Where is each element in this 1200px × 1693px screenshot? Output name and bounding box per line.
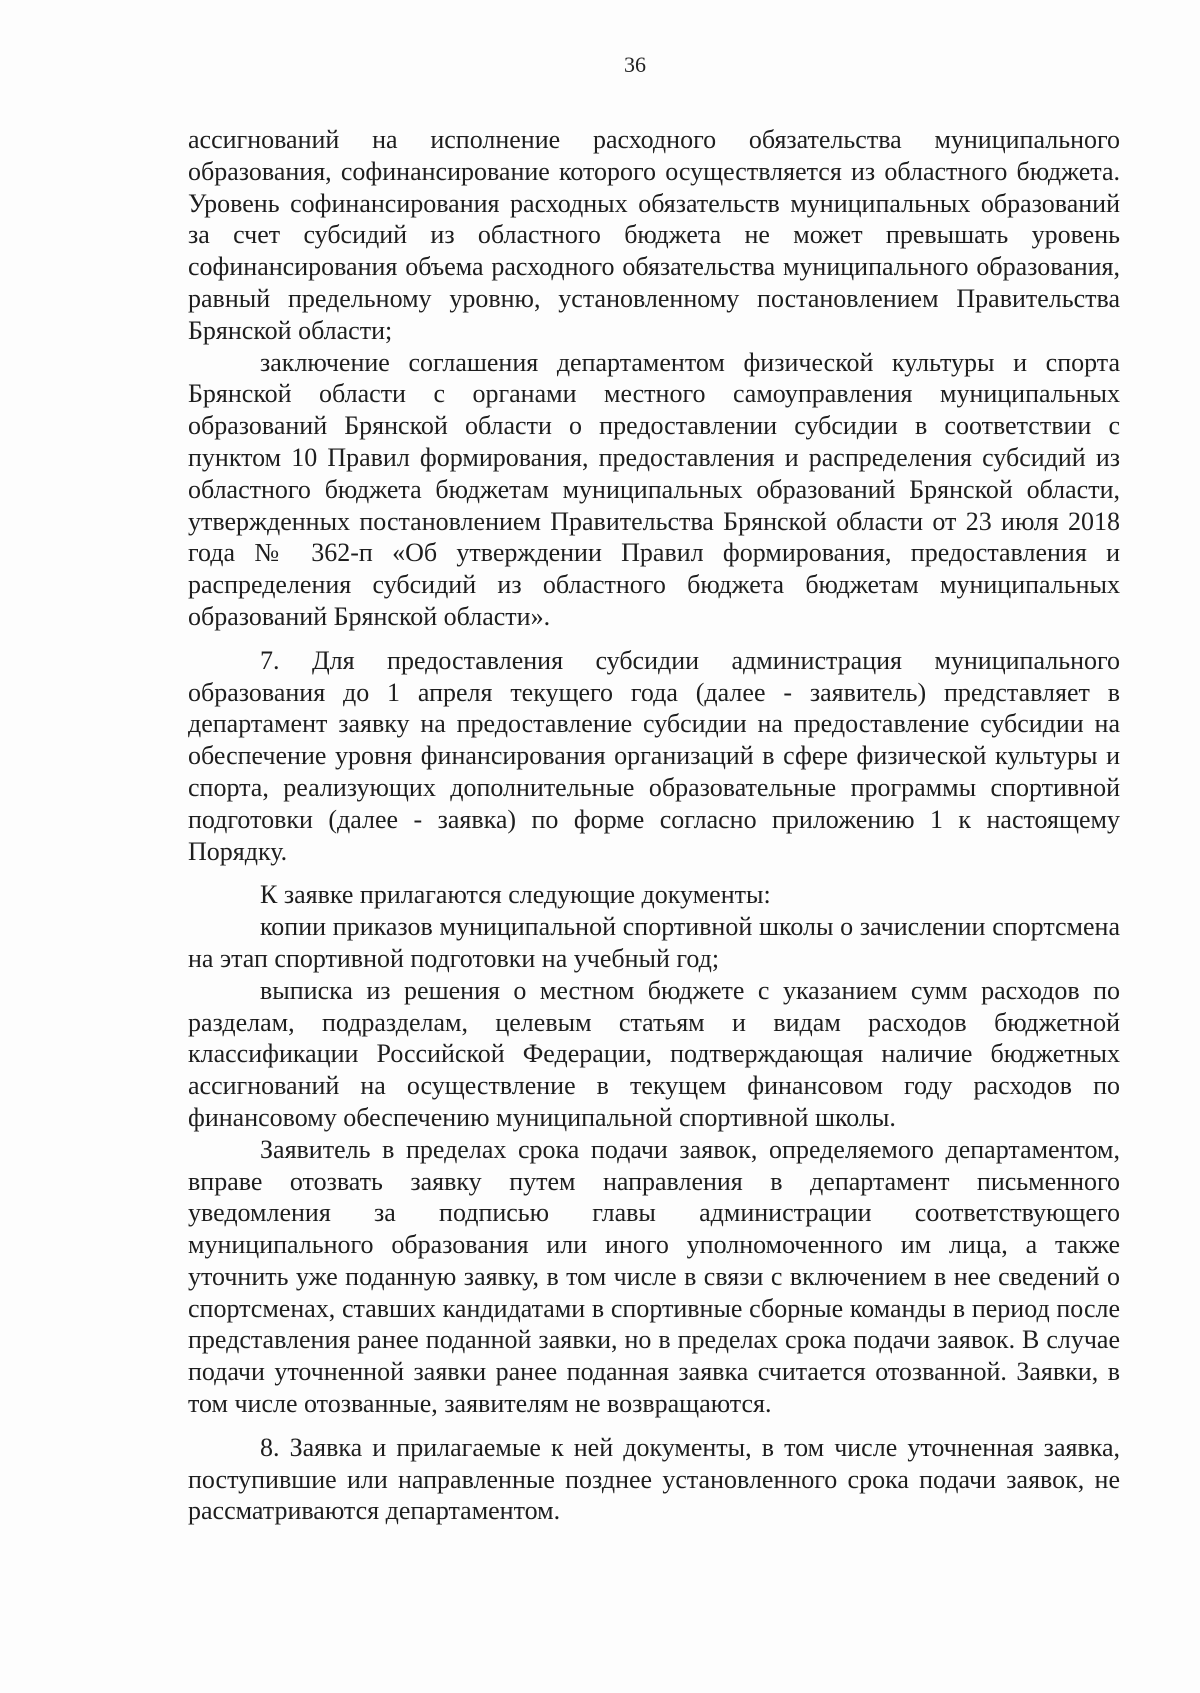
paragraph-continuation: ассигнований на исполнение расходного обязательства муниципального образования, софинансирование которого осуществляется из областного бюджета. Уровень софинансирования расходных обязательств муниципальных образований за счет субсидий из областного бюджета не может превышать уровень софинансирования объема расходного обязательства муниципального образования, равный предельному уровню, установленному постановлением Правительства Брянской области; (188, 125, 1120, 345)
paragraph-item-8: 8. Заявка и прилагаемые к ней документы, в том числе уточненная заявка, поступившие или направленные позднее установленного срока подачи заявок, не рассматриваются департаментом. (188, 1432, 1120, 1526)
paragraph-documents-intro: К заявке прилагаются следующие документы: (260, 880, 771, 910)
paragraph-item-7: 7. Для предоставления субсидии администрация муниципального образования до 1 апреля текущего года (далее - заявитель) представляет в департамент заявку на предоставление субсидии на предоставление субсидии на обеспечение уровня финансирования организаций в сфере физической культуры и спорта, реализующих дополнительные образовательные программы спортивной подготовки (далее - заявка) по форме согласно приложению 1 к настоящему Порядку. (188, 645, 1120, 866)
document-body (188, 124, 1120, 1527)
paragraph-budget-extract: выписка из решения о местном бюджете с указанием сумм расходов по разделам, подразделам, целевым статьям и видам расходов бюджетной классификации Российской Федерации, подтверждающая наличие бюджетных ассигнований на осуществление в текущем финансовом году расходов по финансовому обеспечению муниципальной спортивной школы. (188, 975, 1120, 1132)
page-number: 36 (624, 52, 646, 77)
paragraph-orders-copies: копии приказов муниципальной спортивной школы о зачислении спортсмена на этап спортивной подготовки на учебный год; (188, 912, 1120, 973)
paragraph-applicant-withdrawal: Заявитель в пределах срока подачи заявок, определяемого департаментом, вправе отозвать заявку путем направления в департамент письменного уведомления за подписью главы администрации соответствующего муниципального образования или иного уполномоченного им лица, а также уточнить уже поданную заявку, в том числе в связи с включением в нее сведений о спортсменах, ставших кандидатами в спортивные сборные команды в период после представления ранее поданной заявки, но в пределах срока подачи заявок. В случае подачи уточненной заявки ранее поданная заявка считается отозванной. Заявки, в том числе отозванные, заявителям не возвращаются. (188, 1134, 1120, 1419)
paragraph-agreement: заключение соглашения департаментом физической культуры и спорта Брянской области с органами местного самоуправления муниципальных образований Брянской области о предоставлении субсидии в соответствии с пунктом 10 Правил формирования, предоставления и распределения субсидий из областного бюджета бюджетам муниципальных образований Брянской области, утвержденных постановлением Правительства Брянской области от 23 июля 2018 года № 362-п «Об утверждении Правил формирования, предоставления и распределения субсидий из областного бюджета бюджетам муниципальных образований Брянской области». (188, 347, 1120, 631)
